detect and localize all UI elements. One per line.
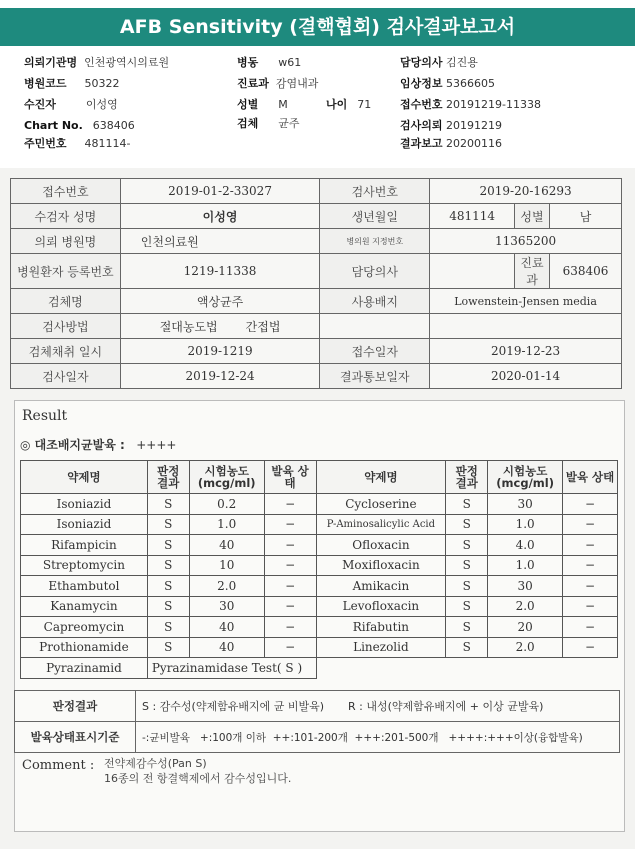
judge-legend-s: S : 감수성(약제함유배지에 균 비발육) — [142, 700, 325, 713]
judge-legend-label: 판정결과 — [15, 691, 136, 722]
judgement: S — [147, 494, 189, 515]
growth-status: − — [563, 555, 618, 576]
drug-name: Capreomycin — [21, 617, 148, 638]
concentration: 2.0 — [488, 596, 563, 617]
info-patient: 수진자 이성영 — [24, 98, 118, 111]
received-label: 접수일자 — [320, 339, 430, 364]
drug-name: Kanamycin — [21, 596, 148, 617]
dept-value: 638406 — [550, 254, 622, 289]
table-row — [21, 637, 618, 658]
concentration: 1.0 — [488, 555, 563, 576]
table-row — [11, 364, 622, 389]
table-row — [21, 576, 618, 597]
growth-status: − — [563, 596, 618, 617]
method-value — [120, 314, 320, 339]
info-hospital-code: 병원코드 50322 — [24, 77, 120, 90]
info-report-date: 결과보고 20200116 — [400, 137, 503, 150]
concentration: 2.0 — [488, 637, 563, 658]
col-conc: 시험농도 (mcg/ml) — [488, 461, 563, 494]
judgement: S — [147, 576, 189, 597]
growth-status: − — [264, 555, 316, 576]
drug-sensitivity-table — [20, 460, 618, 679]
table-row — [11, 179, 622, 204]
concentration: 30 — [189, 596, 264, 617]
col-drug: 약제명 — [21, 461, 148, 494]
drug-name: Cycloserine — [316, 494, 446, 515]
hosp-code-value: 11365200 — [430, 229, 622, 254]
growth-status: − — [563, 576, 618, 597]
report-title-banner: AFB Sensitivity (결핵협회) 검사결과보고서 — [0, 8, 635, 46]
result-title: Result — [22, 408, 68, 424]
specimen-value: 액상균주 — [120, 289, 320, 314]
drug-name: Isoniazid — [21, 494, 148, 515]
growth-status: − — [264, 514, 316, 535]
info-specimen: 검체 균주 — [237, 117, 300, 130]
judgement: S — [147, 514, 189, 535]
info-doctor: 담당의사 김진용 — [400, 56, 478, 69]
media-value: Lowenstein-Jensen media — [430, 289, 622, 314]
specimen-label: 검체명 — [11, 289, 121, 314]
patient-info-panel — [0, 50, 635, 168]
table-row — [21, 596, 618, 617]
judge-legend-r: R : 내성(약제함유배지에 + 이상 균발육) — [348, 700, 544, 713]
hospital-label: 의뢰 병원명 — [11, 229, 121, 254]
patient-label: 수검자 성명 — [11, 204, 121, 229]
info-department: 진료과 감염내과 — [237, 77, 319, 90]
pza-value: Pyrazinamidase Test( S ) — [147, 658, 316, 679]
pza-label: Pyrazinamid — [21, 658, 148, 679]
concentration: 40 — [189, 637, 264, 658]
comment-line-2: 16종의 전 항결핵제에서 감수성입니다. — [104, 772, 292, 785]
drug-name: Levofloxacin — [316, 596, 446, 617]
growth-status: − — [264, 535, 316, 556]
concentration: 1.0 — [189, 514, 264, 535]
table-row — [21, 494, 618, 515]
growth-status: − — [264, 596, 316, 617]
method-indirect: 간접법 — [245, 319, 281, 334]
collect-value: 2019-1219 — [120, 339, 320, 364]
concentration: 40 — [189, 535, 264, 556]
judgement: S — [147, 617, 189, 638]
table-row — [21, 535, 618, 556]
concentration: 20 — [488, 617, 563, 638]
collect-label: 검체채취 일시 — [11, 339, 121, 364]
concentration: 4.0 — [488, 535, 563, 556]
col-judge: 판정 결과 — [147, 461, 189, 494]
hosp-code-label: 병의원 지정번호 — [320, 229, 430, 254]
col-growth: 발육 상태 — [264, 461, 316, 494]
sex-value: 남 — [550, 204, 622, 229]
concentration: 1.0 — [488, 514, 563, 535]
media-label: 사용배지 — [320, 289, 430, 314]
comment-text — [104, 756, 291, 786]
judgement: S — [446, 576, 488, 597]
accession-value: 2019-01-2-33027 — [120, 179, 320, 204]
concentration: 40 — [189, 617, 264, 638]
info-referral-agency: 의뢰기관명 인천광역시의료원 — [24, 56, 170, 69]
table-row — [21, 555, 618, 576]
drug-name: Rifampicin — [21, 535, 148, 556]
table-row — [21, 658, 618, 679]
drug-name: Ethambutol — [21, 576, 148, 597]
concentration: 0.2 — [189, 494, 264, 515]
table-header-row — [21, 461, 618, 494]
reg-label: 병원환자 등록번호 — [11, 254, 121, 289]
doctor-value — [430, 254, 515, 289]
sex-label: 성별 — [515, 204, 550, 229]
legend-table — [14, 690, 620, 753]
judge-legend — [136, 691, 620, 722]
notified-value: 2020-01-14 — [430, 364, 622, 389]
exam-no-label: 검사번호 — [320, 179, 430, 204]
patient-value: 이성영 — [120, 204, 320, 229]
table-row — [15, 691, 620, 722]
drug-name: Moxifloxacin — [316, 555, 446, 576]
judgement: S — [446, 514, 488, 535]
hospital-value: 인천의료원 — [120, 229, 320, 254]
info-request-date: 검사의뢰 20191219 — [400, 119, 503, 132]
judgement: S — [147, 637, 189, 658]
growth-status: − — [563, 494, 618, 515]
accession-label: 접수번호 — [11, 179, 121, 204]
drug-name: Streptomycin — [21, 555, 148, 576]
drug-name: Isoniazid — [21, 514, 148, 535]
growth-status: − — [264, 494, 316, 515]
judgement: S — [446, 617, 488, 638]
growth-status: − — [563, 535, 618, 556]
dob-label: 생년월일 — [320, 204, 430, 229]
concentration: 2.0 — [189, 576, 264, 597]
growth-status: − — [563, 514, 618, 535]
col-conc: 시험농도 (mcg/ml) — [189, 461, 264, 494]
specimen-info-table — [10, 178, 622, 389]
growth-status: − — [563, 637, 618, 658]
table-row — [11, 289, 622, 314]
info-clinical: 임상정보 5366605 — [400, 77, 496, 90]
comment-line-1: 전약제감수성(Pan S) — [104, 757, 207, 770]
tested-value: 2019-12-24 — [120, 364, 320, 389]
doctor-label: 담당의사 — [320, 254, 430, 289]
info-sex: 성별 M — [237, 98, 288, 111]
judgement: S — [147, 555, 189, 576]
control-growth: ◎ 대조배지균발육 : ++++ — [20, 438, 177, 452]
concentration: 10 — [189, 555, 264, 576]
col-judge: 판정 결과 — [446, 461, 488, 494]
drug-name: Prothionamide — [21, 637, 148, 658]
table-row — [11, 314, 622, 339]
table-row — [21, 514, 618, 535]
growth-status: − — [563, 617, 618, 638]
drug-name: Amikacin — [316, 576, 446, 597]
judgement: S — [446, 596, 488, 617]
drug-name: Rifabutin — [316, 617, 446, 638]
notified-label: 결과통보일자 — [320, 364, 430, 389]
judgement: S — [147, 535, 189, 556]
judgement: S — [446, 535, 488, 556]
table-row — [11, 204, 622, 229]
info-chart-no: Chart No. 638406 — [24, 119, 135, 132]
growth-legend-label: 발육상태표시기준 — [15, 722, 136, 753]
col-growth: 발육 상태 — [563, 461, 618, 494]
col-drug: 약제명 — [316, 461, 446, 494]
table-row — [11, 229, 622, 254]
exam-no-value: 2019-20-16293 — [430, 179, 622, 204]
growth-legend: -:균비발육 +:100개 이하 ++:101-200개 +++:201-500개 ++++:+++이상(융합발육) — [136, 722, 620, 753]
method-label: 검사방법 — [11, 314, 121, 339]
control-growth-value: ++++ — [136, 438, 177, 452]
dob-value: 481114 — [430, 204, 515, 229]
info-age: 나이 71 — [326, 98, 372, 111]
growth-status: − — [264, 637, 316, 658]
drug-name: Linezolid — [316, 637, 446, 658]
judgement: S — [446, 637, 488, 658]
tested-label: 검사일자 — [11, 364, 121, 389]
received-value: 2019-12-23 — [430, 339, 622, 364]
info-ward: 병동 w61 — [237, 56, 302, 69]
growth-status: − — [264, 576, 316, 597]
growth-status: − — [264, 617, 316, 638]
drug-name: Ofloxacin — [316, 535, 446, 556]
concentration: 30 — [488, 494, 563, 515]
table-row — [11, 254, 622, 289]
table-row — [11, 339, 622, 364]
info-resident-no: 주민번호 481114- — [24, 137, 131, 150]
judgement: S — [147, 596, 189, 617]
reg-value: 1219-11338 — [120, 254, 320, 289]
info-accession: 접수번호 20191219-11338 — [400, 98, 541, 111]
concentration: 30 — [488, 576, 563, 597]
comment-label: Comment : — [22, 758, 95, 773]
drug-name: P-Aminosalicylic Acid — [316, 514, 446, 535]
table-row — [15, 722, 620, 753]
dept-label: 진료과 — [515, 254, 550, 289]
table-row — [21, 617, 618, 638]
method-absolute: 절대농도법 — [159, 319, 218, 334]
judgement: S — [446, 555, 488, 576]
judgement: S — [446, 494, 488, 515]
